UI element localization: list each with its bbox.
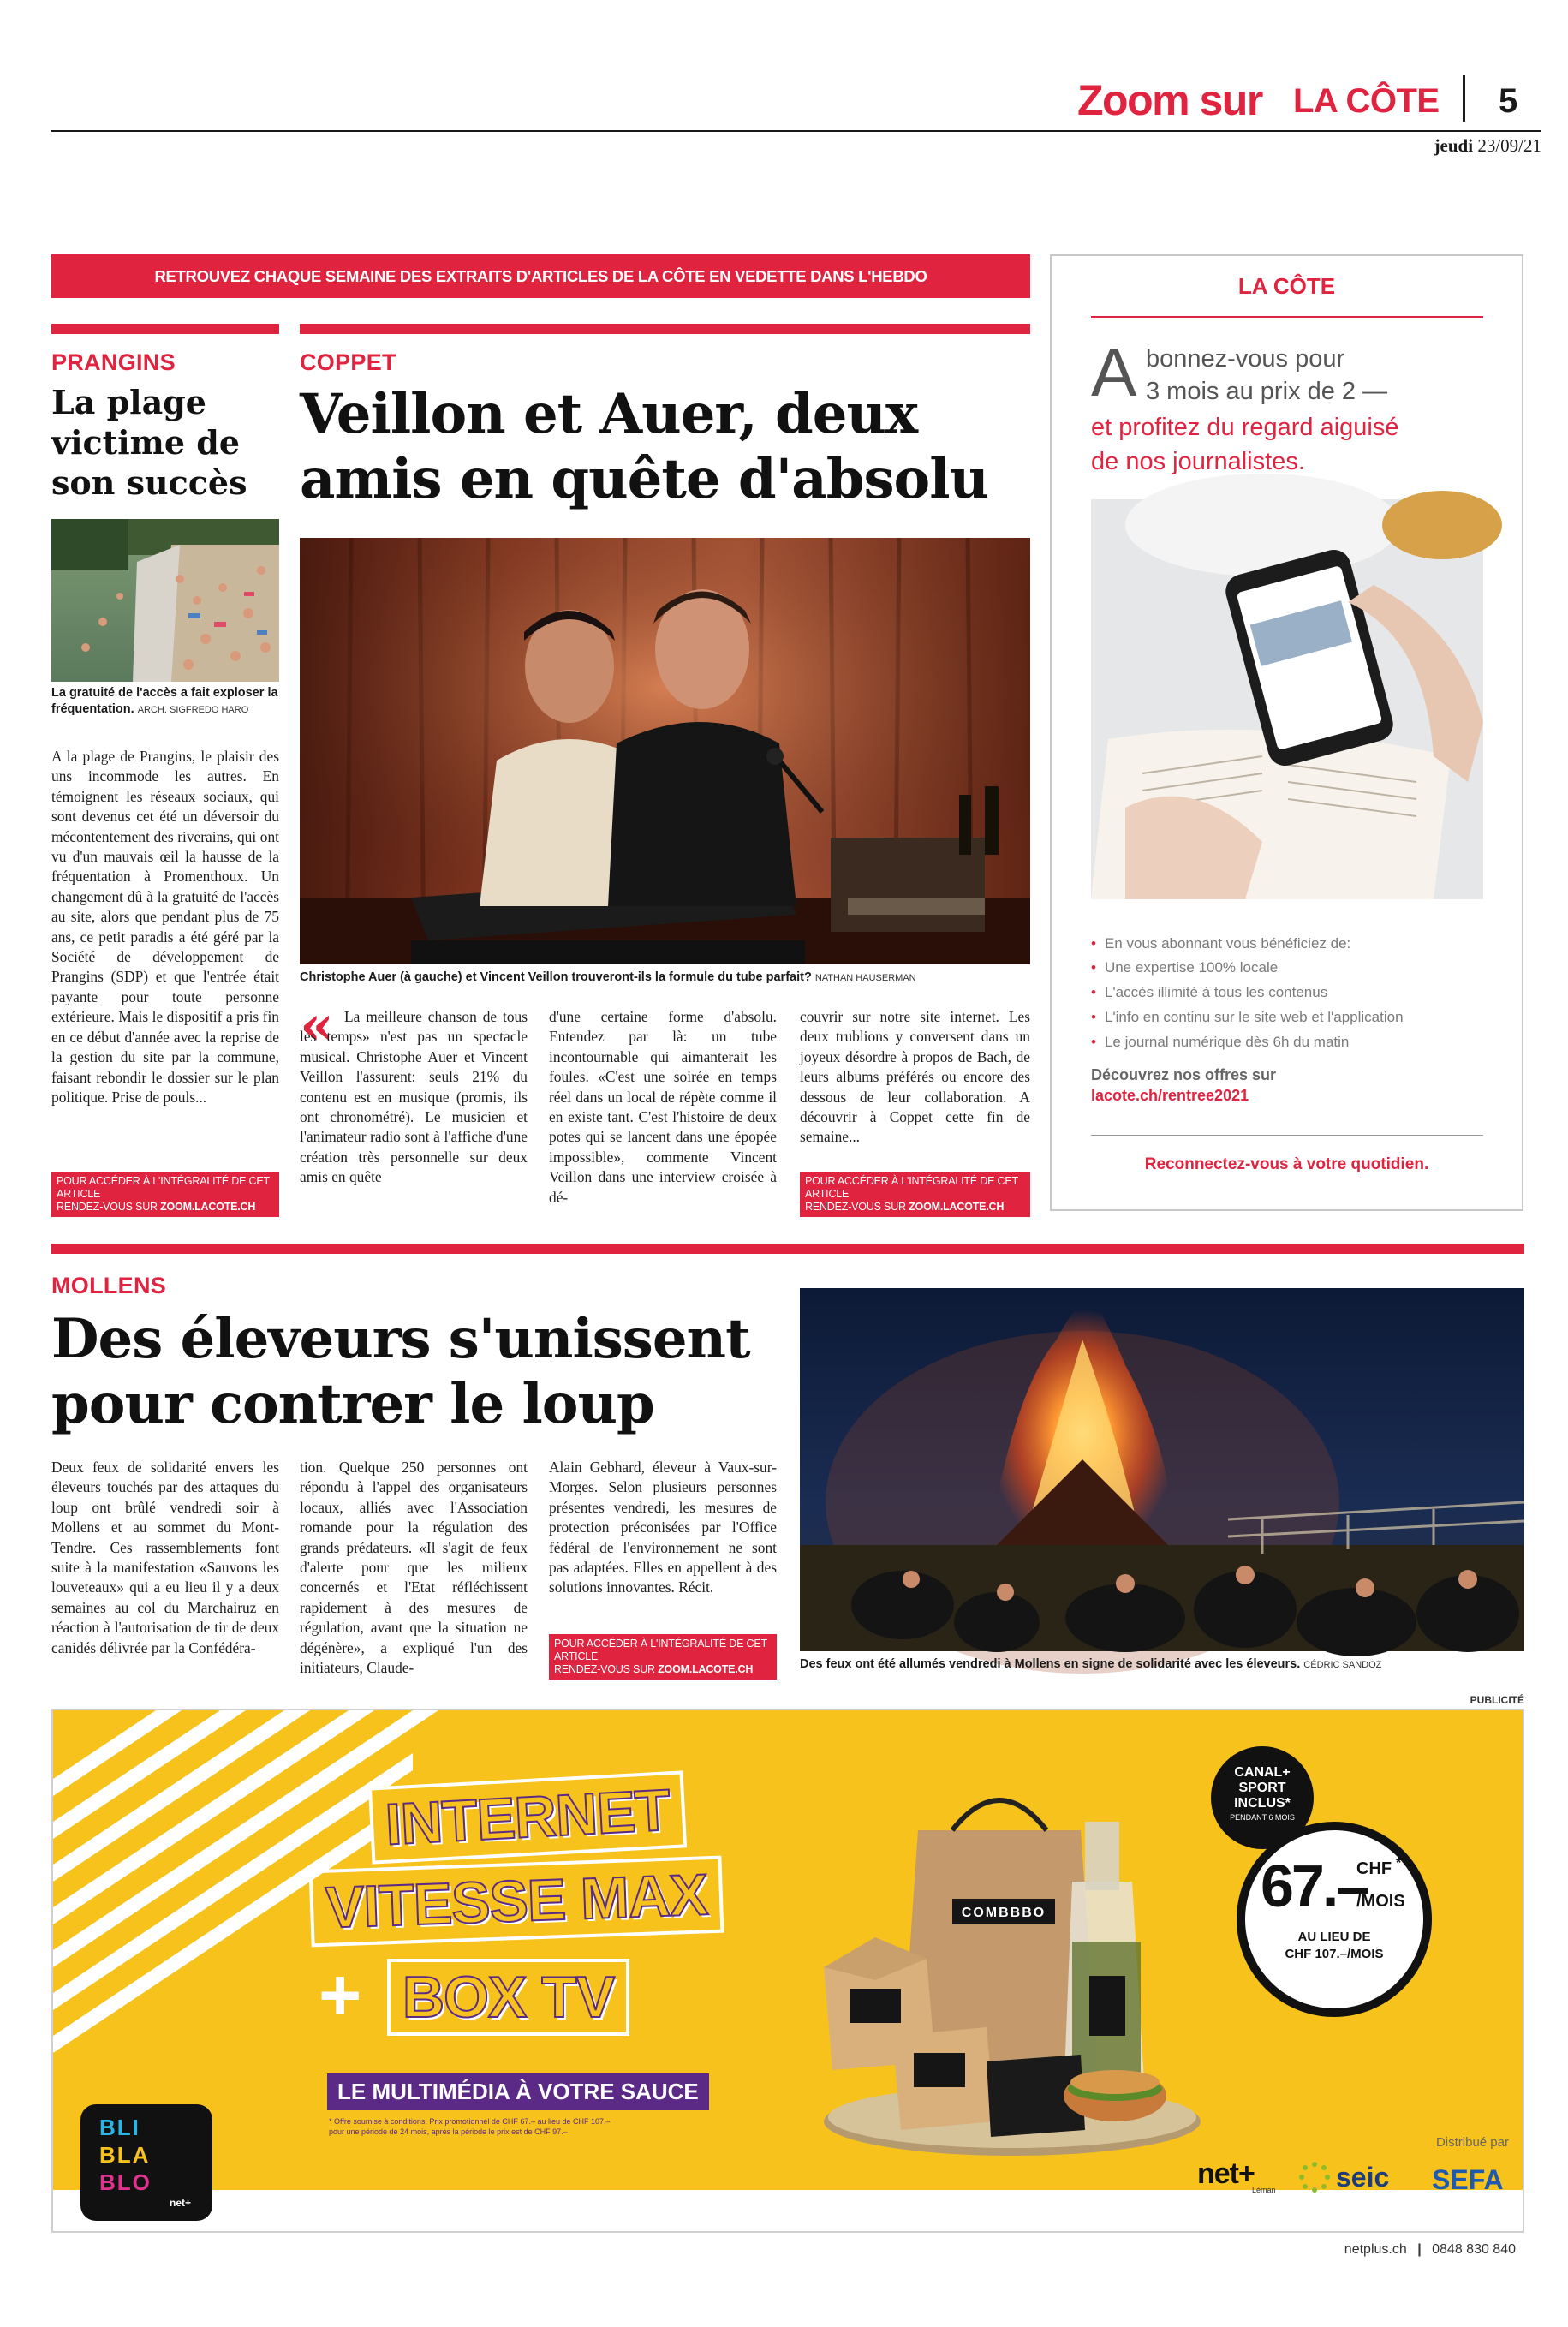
hebdo-banner-text: RETROUVEZ CHAQUE SEMAINE DES EXTRAITS D'ARTICLES DE LA CÔTE EN VEDETTE DANS L'HEBDO bbox=[154, 266, 927, 285]
promo-photo bbox=[1091, 499, 1483, 899]
canal-line2: SPORT bbox=[1238, 1781, 1286, 1795]
prangins-cta-line1: POUR ACCÉDER À L'INTÉGRALITÉ DE CET ARTICLE bbox=[57, 1175, 270, 1200]
mollens-headline: Des éleveurs s'unissent pour contrer le loup bbox=[51, 1307, 750, 1436]
coppet-quote-mark: « bbox=[300, 993, 334, 1058]
seic-icon bbox=[1298, 2161, 1331, 2193]
issue-date-value: 23/09/21 bbox=[1477, 135, 1541, 156]
ad-contact bbox=[1242, 2242, 1516, 2258]
mollens-caption bbox=[800, 1656, 1524, 1674]
page-number: 5 bbox=[1499, 82, 1518, 120]
canal-line3: INCLUS* bbox=[1234, 1796, 1291, 1811]
promo-offers-url[interactable]: lacote.ch/rentree2021 bbox=[1091, 1087, 1249, 1104]
coppet-headline: Veillon et Auer, deux amis en quête d'absolu bbox=[300, 382, 989, 511]
coppet-photo bbox=[300, 538, 1030, 964]
prangins-cta-prefix: RENDEZ-VOUS SUR bbox=[57, 1201, 158, 1213]
prangins-top-rule bbox=[51, 324, 279, 334]
ad-phone[interactable]: 0848 830 840 bbox=[1432, 2242, 1516, 2257]
ad-line2: VITESSE MAX bbox=[324, 1862, 709, 1941]
price-chf: CHF bbox=[1356, 1859, 1392, 1878]
ad-line3: BOX TV bbox=[402, 1965, 615, 2030]
coppet-cta[interactable] bbox=[800, 1172, 1030, 1217]
promo-line3: et profitez du regard aiguisé bbox=[1091, 414, 1399, 441]
promo-line4: de nos journalistes. bbox=[1091, 448, 1305, 475]
ad-distributed-by: Distribué par bbox=[1435, 2135, 1509, 2150]
prangins-headline: La plage victime de son succès bbox=[51, 383, 247, 502]
ad-contact-separator: | bbox=[1417, 2242, 1422, 2257]
zoom-label: Zoom sur bbox=[1077, 76, 1262, 124]
coppet-body-col1: La meilleure chanson de tous les temps» n'est pas un spectacle musical. Christophe Auer et Vincent Veillon l'assurent: seuls 21% du contenu est en musique (promis, ils ont chronométré). Le musicien et l'animateur radio sont à l'affiche d'une création très personnelle sur deux amis en quête bbox=[300, 1008, 528, 1186]
coppet-caption-text: Christophe Auer (à gauche) et Vincent Veillon trouveront-ils la formule du tube parfait? bbox=[300, 970, 812, 984]
mollens-caption-text: Des feux ont été allumés vendredi à Mollens en signe de solidarité avec les éleveurs. bbox=[800, 1657, 1301, 1671]
partner-sefa: SEFA bbox=[1432, 2164, 1504, 2195]
price-instead-l2: CHF 107.–/MOIS bbox=[1285, 1947, 1384, 1961]
subscription-promo bbox=[1050, 254, 1523, 1211]
coppet-cta-line1: POUR ACCÉDER À L'INTÉGRALITÉ DE CET ARTICLE bbox=[805, 1175, 1018, 1200]
prangins-caption-text: La gratuité de l'accès a fait exploser la fréquentation. bbox=[51, 686, 278, 716]
header-rule bbox=[51, 130, 1541, 132]
ad-line1-box bbox=[368, 1770, 687, 1864]
prangins-body: A la plage de Prangins, le plaisir des uns incommode les autres. En témoignent les réseaux sociaux, qui sont devenus cet été un déversoir du mécontentement des riverains, qui ont vu d'un mauvais œil la hausse de la fréquentation à Promenthoux. Un changement dû à la gratuité de l'accès au site, alors que pendant plus de 75 ans, ce petit paradis a été géré par la Société de développement de Prangins (SDP) et que l'entrée était payante pour toute personne extérieure. Mais le dispositif a pris fin en ce début d'année avec la reprise de la gestion du site par la commune, faisant rebondir le dossier sur le plan politique. Prise de pouls... bbox=[51, 748, 279, 1106]
prangins-photo bbox=[51, 519, 279, 682]
page-header bbox=[1062, 74, 1541, 128]
benefit-item: • Le journal numérique dès 6h du matin bbox=[1091, 1029, 1502, 1054]
ad-frame bbox=[51, 1709, 1524, 2233]
ad-yellow-panel bbox=[53, 1710, 1523, 2209]
benefit-item: • L'accès illimité à tous les contenus bbox=[1091, 980, 1502, 1005]
partner-netplus bbox=[1197, 2157, 1276, 2194]
promo-brand: LA CÔTE bbox=[1237, 273, 1336, 299]
benefit-item: • Une expertise 100% locale bbox=[1091, 955, 1502, 980]
bliblablo-logo bbox=[80, 2104, 212, 2221]
coppet-body-col3: couvrir sur notre site internet. Les deux trublions y conversent dans un joyeux désordre à propos de Bach, de leurs albums préférés ou encore des dessous de leur collaboration. A découvrir à Coppet cette fin de semaine... bbox=[800, 1008, 1030, 1146]
mollens-top-rule bbox=[51, 1244, 1524, 1254]
prangins-kicker: PRANGINS bbox=[51, 349, 176, 375]
ad-fineprint bbox=[329, 2116, 723, 2137]
promo-brand-rule bbox=[1091, 316, 1483, 318]
issue-day: jeudi bbox=[1434, 135, 1474, 156]
partner-seic-name: seic bbox=[1336, 2161, 1390, 2193]
mollens-photo bbox=[800, 1288, 1524, 1651]
promo-bottom-rule bbox=[1091, 1135, 1483, 1136]
partner-netplus-name: net+ bbox=[1197, 2157, 1255, 2190]
hebdo-banner bbox=[51, 254, 1030, 298]
canal-line4: PENDANT 6 MOIS bbox=[1230, 1813, 1295, 1822]
coppet-kicker: COPPET bbox=[300, 349, 396, 375]
mollens-body-col2: tion. Quelque 250 personnes ont répondu à l'appel des organisateurs locaux, alliés avec l'Association romande pour la régulation des grands prédateurs. «Il s'agit de feux d'alerte pour que les milieux concernés et l'Etat réfléchissent rapidement à des mesures de régulation, avant que la situation ne dégénère», a expliqué l'un des initiateurs, Claude- bbox=[300, 1459, 528, 1677]
ad-label: PUBLICITÉ bbox=[1470, 1694, 1524, 1706]
ad-plus: + bbox=[319, 1954, 362, 2037]
promo-line1: bonnez-vous pour bbox=[1146, 345, 1345, 373]
promo-benefits-intro: • En vous abonnant vous bénéficiez de: bbox=[1091, 931, 1350, 956]
promo-benefits-list bbox=[1091, 955, 1502, 1054]
prangins-cta[interactable] bbox=[51, 1172, 279, 1217]
ad-fineprint-line2: pour une période de 24 mois, après la période le prix est de CHF 97.– bbox=[329, 2127, 568, 2136]
mollens-cta[interactable] bbox=[549, 1634, 777, 1680]
promo-line2: 3 mois au prix de 2 — bbox=[1146, 378, 1388, 405]
prangins-caption bbox=[51, 685, 283, 719]
logo-line3: BLO bbox=[99, 2169, 152, 2195]
price-instead-l1: AU LIEU DE bbox=[1297, 1930, 1371, 1944]
mollens-body-col1: Deux feux de solidarité envers les éleveurs touchés par des attaques du loup ont brûlé vendredi soir à Mollens et au sommet du Mont-Tendre. Ces rassemblements font suite à la manifestation «Sauvons les louveteaux» qui a eu lieu il y a deux semaines au col du Marchairuz en réaction à l'autorisation de tir de deux canidés délivrée par la Confédéra- bbox=[51, 1459, 279, 1656]
logo-line2: BLA bbox=[99, 2142, 151, 2168]
mollens-cta-line1: POUR ACCÉDER À L'INTÉGRALITÉ DE CET ARTICLE bbox=[554, 1638, 767, 1662]
partner-seic bbox=[1298, 2161, 1389, 2193]
coppet-cta-link[interactable]: ZOOM.LACOTE.CH bbox=[909, 1201, 1005, 1213]
coppet-body-col2: d'une certaine forme d'absolu. Entendez par là: un tube incontournable qui aimanterait les foules. «C'est une soirée en temps réel dans un local de répète comme il en existe tant. C'est l'histoire de deux potes qui se lancent dans une épopée impossible», commente Vincent Veillon dans une interview croisée à dé- bbox=[549, 1008, 777, 1206]
price-value: 67.– bbox=[1261, 1853, 1368, 1919]
ad-product-label: COMBBBO bbox=[961, 1906, 1046, 1920]
prangins-credit: ARCH. SIGFREDO HARO bbox=[137, 705, 249, 715]
ad-site[interactable]: netplus.ch bbox=[1344, 2242, 1407, 2257]
canal-line1: CANAL+ bbox=[1234, 1765, 1291, 1780]
issue-date bbox=[1353, 135, 1541, 157]
mollens-cta-link[interactable]: ZOOM.LACOTE.CH bbox=[658, 1663, 754, 1675]
coppet-caption bbox=[300, 970, 1036, 987]
coppet-cta-prefix: RENDEZ-VOUS SUR bbox=[805, 1201, 906, 1213]
mollens-kicker: MOLLENS bbox=[51, 1273, 167, 1298]
ad-tagline: LE MULTIMÉDIA À VOTRE SAUCE bbox=[327, 2073, 709, 2110]
mollens-cta-prefix: RENDEZ-VOUS SUR bbox=[554, 1663, 655, 1675]
price-roundel bbox=[1237, 1822, 1432, 2017]
header-separator bbox=[1463, 75, 1465, 122]
price-per: /MOIS bbox=[1356, 1892, 1405, 1911]
prangins-cta-link[interactable]: ZOOM.LACOTE.CH bbox=[160, 1201, 256, 1213]
price-star: * bbox=[1396, 1856, 1402, 1871]
ad-line2-box bbox=[309, 1856, 724, 1948]
mollens-credit: CÉDRIC SANDOZ bbox=[1303, 1660, 1382, 1670]
promo-reconnect: Reconnectez-vous à votre quotidien. bbox=[1144, 1155, 1429, 1173]
logo-sub: net+ bbox=[170, 2197, 192, 2209]
ad-line1: INTERNET bbox=[384, 1777, 671, 1858]
ad-product-image bbox=[790, 1753, 1235, 2164]
coppet-top-rule bbox=[300, 324, 1030, 334]
promo-drop-cap: A bbox=[1091, 334, 1137, 410]
ad-line3-box bbox=[387, 1959, 629, 2036]
brand-label: LA CÔTE bbox=[1293, 82, 1440, 120]
promo-offers-line: Découvrez nos offres sur bbox=[1091, 1066, 1277, 1083]
benefit-item: • L'info en continu sur le site web et l'application bbox=[1091, 1005, 1502, 1029]
coppet-credit: NATHAN HAUSERMAN bbox=[814, 973, 916, 983]
ad-fineprint-line1: * Offre soumise à conditions. Prix promotionnel de CHF 67.– au lieu de CHF 107.– bbox=[329, 2117, 611, 2126]
partner-netplus-sub: Léman bbox=[1252, 2186, 1276, 2194]
logo-line1: BLI bbox=[99, 2115, 140, 2140]
mollens-body-col3: Alain Gebhard, éleveur à Vaux-sur-Morges. Selon plusieurs personnes présentes vendredi, les mesures de protection préconisées par l'Office fédéral de l'environnement ne sont pas adaptées. Elles en appellent à des solutions innovantes. Récit. bbox=[549, 1459, 777, 1596]
